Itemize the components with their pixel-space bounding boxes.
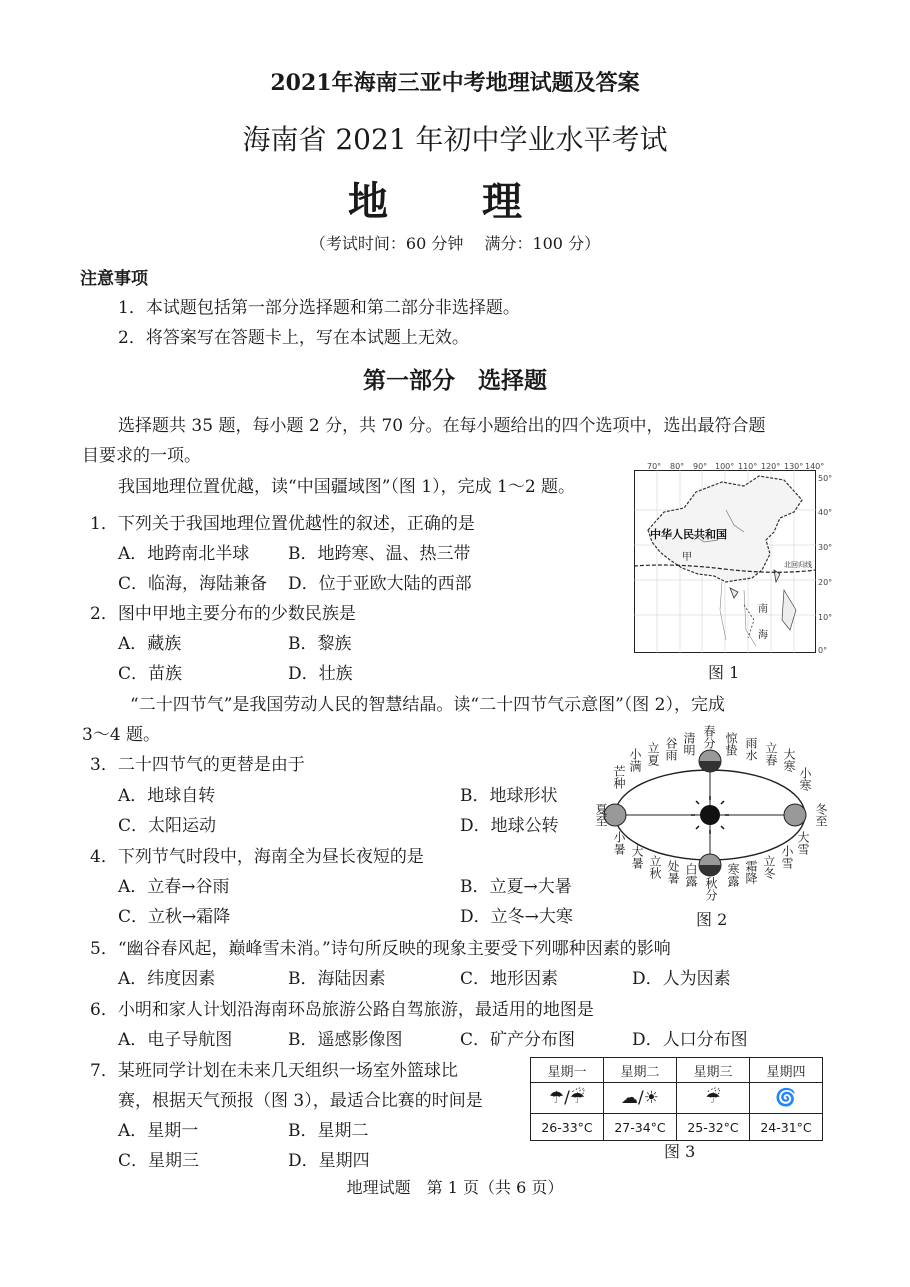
day-header: 星期四 <box>750 1058 823 1083</box>
lat-label: 0° <box>818 646 828 655</box>
group2-intro-line-2: 3～4 题。 <box>82 725 161 745</box>
q3-stem: 3．二十四节气的更替是由于 <box>90 755 305 775</box>
q5-option-d: D．人为因素 <box>632 969 731 989</box>
map-tropic-label: 北回归线 <box>784 561 812 569</box>
lon-label: 90° <box>693 462 708 471</box>
q5-option-a: A．纬度因素 <box>118 969 216 989</box>
lon-label: 100° <box>715 462 735 471</box>
term-chunfen: 春分 <box>702 725 716 749</box>
term-dashu: 大暑 <box>630 845 644 869</box>
term-dongzhi: 冬至 <box>814 803 828 827</box>
exam-title: 海南省 2021 年初中学业水平考试 <box>242 123 668 156</box>
term-yushui: 雨水 <box>744 737 758 761</box>
lat-label: 30° <box>818 543 833 552</box>
lat-label: 50° <box>818 474 833 483</box>
day-header: 星期二 <box>604 1058 677 1083</box>
lon-label: 70° <box>647 462 662 471</box>
q7-stem-line-1: 7．某班同学计划在未来几天组织一场室外篮球比 <box>90 1061 458 1081</box>
term-xiaoxue: 小雪 <box>780 845 794 869</box>
group2-intro-line-1: “二十四节气”是我国劳动人民的智慧结晶。读“二十四节气示意图”（图 2），完成 <box>130 695 725 715</box>
q4-option-c: C．立秋→霜降 <box>118 907 231 927</box>
term-xiaoshu: 小暑 <box>612 831 626 855</box>
q7-option-c: C．星期三 <box>118 1151 200 1171</box>
lon-label: 140° <box>805 462 825 471</box>
part-intro-line-2: 目要求的一项。 <box>82 446 201 466</box>
term-xiazhi: 夏至 <box>594 803 608 827</box>
term-daxue: 大雪 <box>796 831 810 855</box>
map-jia-label: 甲 <box>682 552 692 563</box>
term-lidong: 立冬 <box>762 855 776 879</box>
q6-option-c: C．矿产分布图 <box>460 1030 576 1050</box>
term-mangzhong: 芒种 <box>612 765 626 789</box>
q1-stem: 1．下列关于我国地理位置优越性的叙述，正确的是 <box>90 514 475 534</box>
heavy-rain-icon: ☔ <box>677 1083 750 1114</box>
q1-option-a: A．地跨南北半球 <box>118 544 250 564</box>
page-footer: 地理试题 第 1 页（共 6 页） <box>346 1178 564 1197</box>
q7-stem-line-2: 赛，根据天气预报（图 3），最适合比赛的时间是 <box>118 1091 483 1111</box>
notice-item-2: 2．将答案写在答题卡上，写在本试题上无效。 <box>118 328 469 348</box>
term-shuangjiang: 霜降 <box>744 860 758 884</box>
term-qingming: 清明 <box>682 732 696 756</box>
solar-terms-diagram <box>594 725 830 905</box>
lon-label: 110° <box>738 462 758 471</box>
typhoon-icon: 🌀 <box>750 1083 823 1114</box>
sunny-cloud-icon: ☁/☀ <box>604 1083 677 1114</box>
figure-2-caption: 图 2 <box>696 910 728 929</box>
part-title: 第一部分 选择题 <box>363 367 547 394</box>
q2-stem: 2．图中甲地主要分布的少数民族是 <box>90 604 356 624</box>
group1-intro: 我国地理位置优越，读“中国疆域图”（图 1），完成 1～2 题。 <box>118 477 576 497</box>
q1-option-c: C．临海，海陆兼备 <box>118 574 268 594</box>
lon-label: 120° <box>761 462 781 471</box>
temperature-cell: 26-33°C <box>531 1114 604 1141</box>
table-row <box>531 1058 823 1083</box>
map-sea-label-1: 南 <box>758 604 768 615</box>
q1-option-b: B．地跨寒、温、热三带 <box>288 544 471 564</box>
table-row <box>531 1114 823 1141</box>
q1-option-d: D．位于亚欧大陆的西部 <box>288 574 472 594</box>
term-chushu: 处暑 <box>666 860 680 884</box>
q6-option-d: D．人口分布图 <box>632 1030 748 1050</box>
china-territory-map <box>634 470 816 653</box>
day-header: 星期一 <box>531 1058 604 1083</box>
q2-option-d: D．壮族 <box>288 664 353 684</box>
term-guyu: 谷雨 <box>664 737 678 761</box>
q2-option-b: B．黎族 <box>288 634 352 654</box>
q2-option-a: A．藏族 <box>118 634 182 654</box>
term-xiaohan: 小寒 <box>798 767 812 791</box>
q6-option-b: B．遥感影像图 <box>288 1030 403 1050</box>
term-xiaoman: 小满 <box>628 748 642 772</box>
lon-label: 80° <box>670 462 685 471</box>
figure-1-caption: 图 1 <box>708 663 740 682</box>
term-qiufen: 秋分 <box>704 877 718 901</box>
map-latitude-labels <box>818 474 848 654</box>
notice-item-1: 1．本试题包括第一部分选择题和第二部分非选择题。 <box>118 298 520 318</box>
q4-option-d: D．立冬→大寒 <box>460 907 573 927</box>
subject-title: 地 理 <box>348 178 562 225</box>
weather-forecast-table <box>530 1057 823 1141</box>
q7-option-a: A．星期一 <box>118 1121 199 1141</box>
q6-option-a: A．电子导航图 <box>118 1030 233 1050</box>
lat-label: 40° <box>818 508 833 517</box>
term-lixia: 立夏 <box>646 742 660 766</box>
q6-stem: 6．小明和家人计划沿海南环岛旅游公路自驾旅游，最适用的地图是 <box>90 1000 594 1020</box>
exam-info: （考试时间：60 分钟 满分：100 分） <box>309 234 601 253</box>
q2-option-c: C．苗族 <box>118 664 183 684</box>
temperature-cell: 25-32°C <box>677 1114 750 1141</box>
q5-option-c: C．地形因素 <box>460 969 559 989</box>
q3-option-c: C．太阳运动 <box>118 816 217 836</box>
lat-label: 10° <box>818 613 833 622</box>
map-country-label: 中华人民共和国 <box>650 528 727 541</box>
term-liqiu: 立秋 <box>648 855 662 879</box>
q3-option-a: A．地球自转 <box>118 786 216 806</box>
term-jingzhe: 惊蛰 <box>724 732 738 756</box>
lat-label: 20° <box>818 578 833 587</box>
term-dahan: 大寒 <box>782 748 796 772</box>
term-lichun: 立春 <box>764 742 778 766</box>
term-bailu: 白露 <box>684 863 698 887</box>
table-row <box>531 1083 823 1114</box>
lon-label: 130° <box>784 462 804 471</box>
q5-stem: 5．“幽谷春风起，巅峰雪未消。”诗句所反映的现象主要受下列哪种因素的影响 <box>90 939 671 959</box>
figure-3-caption: 图 3 <box>664 1142 696 1161</box>
q4-option-a: A．立春→谷雨 <box>118 877 230 897</box>
temperature-cell: 27-34°C <box>604 1114 677 1141</box>
part-intro-line-1: 选择题共 35 题，每小题 2 分，共 70 分。在每小题给出的四个选项中，选出最符合题 <box>118 416 766 436</box>
q3-option-b: B．地球形状 <box>460 786 558 806</box>
q5-option-b: B．海陆因素 <box>288 969 386 989</box>
map-sea-label-2: 海 <box>758 630 768 641</box>
q4-option-b: B．立夏→大暑 <box>460 877 572 897</box>
document-title: 2021年海南三亚中考地理试题及答案 <box>270 70 640 96</box>
q7-option-b: B．星期二 <box>288 1121 369 1141</box>
term-hanlu: 寒露 <box>726 863 740 887</box>
q3-option-d: D．地球公转 <box>460 816 559 836</box>
day-header: 星期三 <box>677 1058 750 1083</box>
q4-stem: 4．下列节气时段中，海南全为昼长夜短的是 <box>90 847 424 867</box>
q7-option-d: D．星期四 <box>288 1151 370 1171</box>
notice-title: 注意事项 <box>80 269 148 289</box>
rain-icon: ☂/☔ <box>531 1083 604 1114</box>
temperature-cell: 24-31°C <box>750 1114 823 1141</box>
